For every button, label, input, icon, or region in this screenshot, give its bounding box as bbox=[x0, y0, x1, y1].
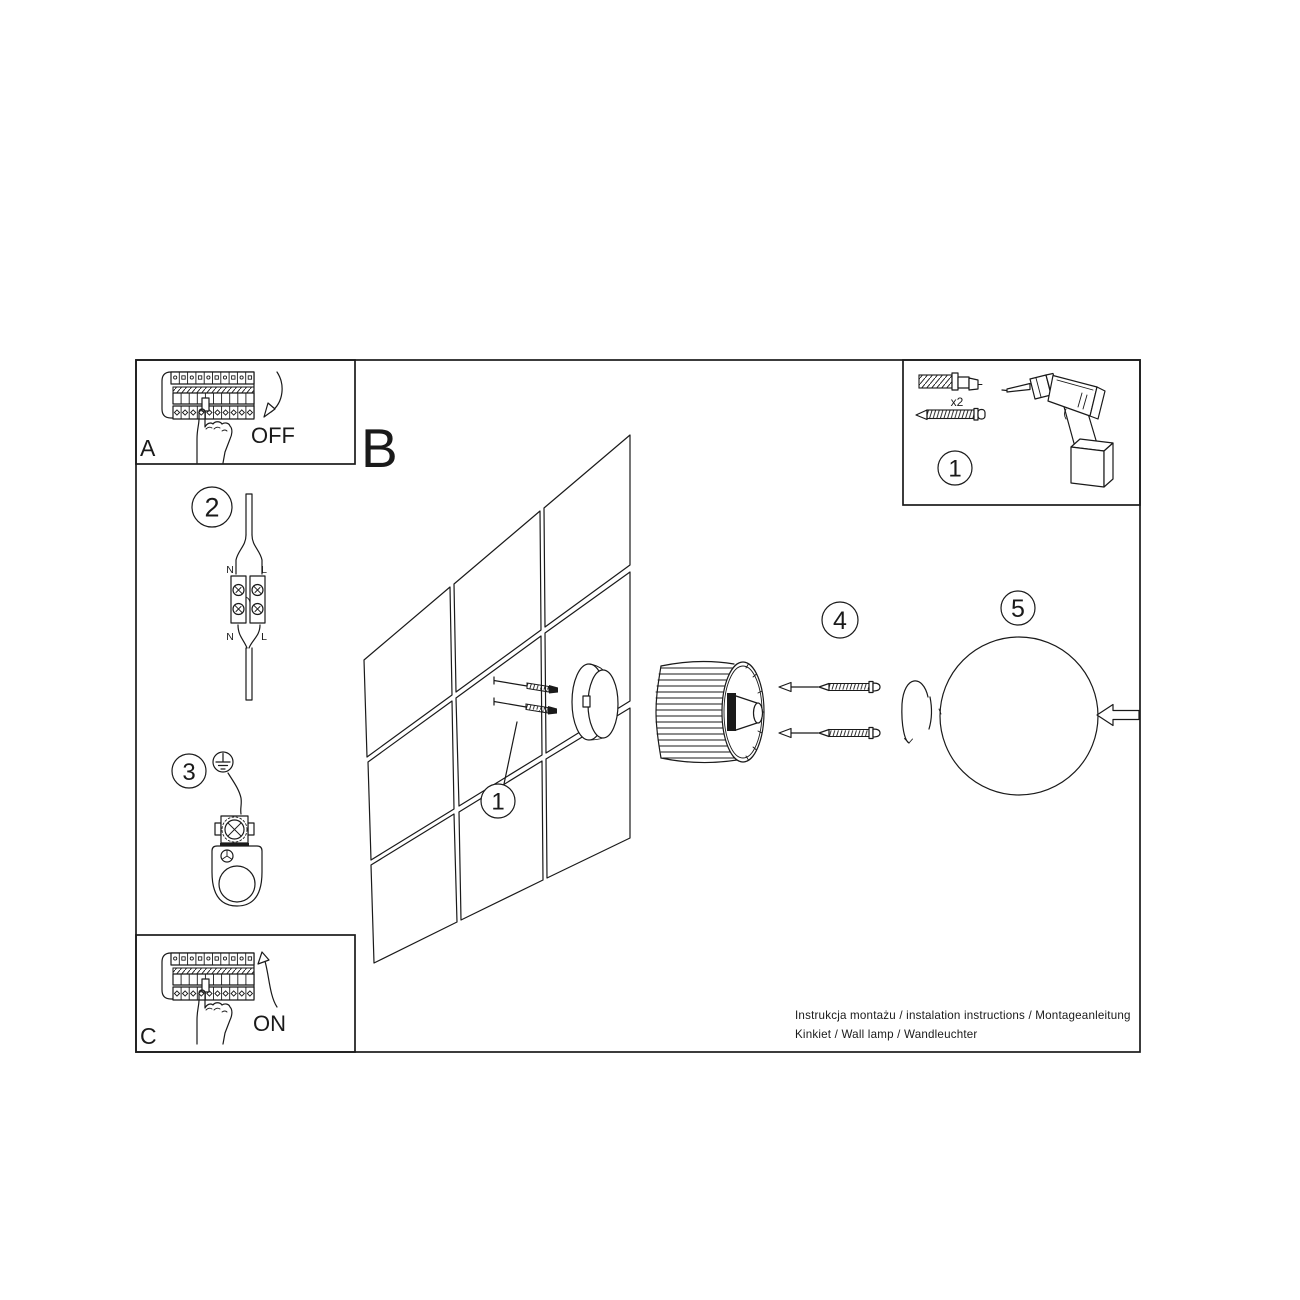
wall-plug-icon bbox=[919, 373, 982, 390]
switch-off-label: OFF bbox=[251, 423, 295, 448]
switch-on-label: ON bbox=[253, 1011, 286, 1036]
gasket-ring-icon bbox=[902, 681, 932, 743]
terminal-block-icon bbox=[231, 576, 265, 623]
glass-globe-icon bbox=[940, 637, 1098, 795]
step-2-wiring bbox=[192, 487, 267, 700]
terminal-n-out-label: N bbox=[226, 631, 234, 643]
ground-terminal-icon bbox=[215, 816, 254, 849]
mounting-ring-icon bbox=[572, 664, 618, 740]
section-b-label: B bbox=[361, 417, 398, 479]
footer bbox=[795, 1009, 1131, 1041]
step-2-number: 2 bbox=[204, 492, 220, 523]
breaker-panel-icon bbox=[162, 953, 254, 1044]
section-a-label: A bbox=[140, 435, 156, 461]
panel-a-power-off bbox=[136, 360, 355, 464]
arrow-left-head bbox=[779, 683, 791, 692]
arrow-down-curve bbox=[271, 372, 282, 412]
arrow-left-head bbox=[779, 729, 791, 738]
step-3-number: 3 bbox=[182, 759, 196, 786]
section-c-label: C bbox=[140, 1023, 157, 1049]
parts-box bbox=[903, 360, 1140, 505]
step-4-number: 4 bbox=[833, 607, 847, 635]
terminal-l-out-label: L bbox=[261, 631, 267, 643]
arrow-down-head bbox=[264, 403, 275, 417]
step-5-number: 5 bbox=[1011, 595, 1025, 623]
step-1-number: 1 bbox=[948, 455, 962, 483]
screw-icon bbox=[916, 409, 985, 421]
ground-wire bbox=[228, 773, 241, 814]
arrow-up-head bbox=[258, 952, 269, 964]
step-3-ground-bracket bbox=[172, 752, 262, 906]
earth-ground-icon bbox=[213, 752, 233, 772]
step-5-glass-globe bbox=[939, 591, 1139, 795]
panel-c-power-on bbox=[136, 935, 355, 1052]
step-1-wall-number: 1 bbox=[491, 788, 505, 816]
step-4-screws bbox=[779, 602, 880, 739]
terminal-n-in-label: N bbox=[226, 564, 234, 576]
footer-line-2: Kinkiet / Wall lamp / Wandleuchter bbox=[795, 1028, 978, 1041]
footer-line-1: Instrukcja montażu / instalation instructions / Montageanleitung bbox=[795, 1009, 1131, 1022]
breaker-panel-icon bbox=[162, 372, 254, 463]
lamp-body-icon bbox=[656, 662, 764, 763]
arrow-up-curve bbox=[264, 958, 277, 1007]
push-direction-arrow bbox=[1097, 705, 1139, 726]
screw-icon bbox=[819, 728, 880, 739]
anchor-quantity-label: x2 bbox=[950, 395, 964, 409]
drill-icon bbox=[1002, 374, 1113, 488]
terminal-l-in-label: L bbox=[261, 564, 267, 576]
mounting-bracket-icon bbox=[212, 846, 262, 906]
screw-icon bbox=[819, 682, 880, 693]
